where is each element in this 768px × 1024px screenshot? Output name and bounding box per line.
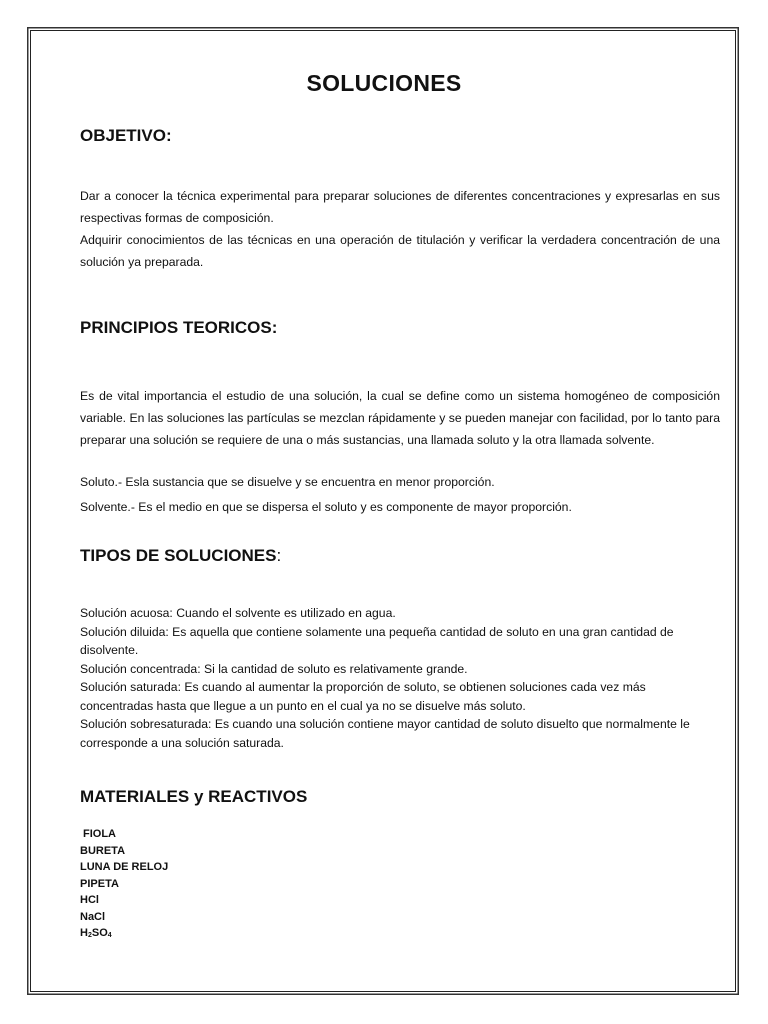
objetivo-paragraph-1: Dar a conocer la técnica experimental para preparar soluciones de diferentes concentraciones y expresarlas en sus respectivas formas de composición. [80,189,720,225]
objetivo-heading: OBJETIVO: [80,126,172,145]
material-item: PIPETA [80,877,119,890]
material-item-h2so4 [80,925,168,945]
tipo-diluida: Solución diluida: Es aquella que contiene solamente una pequeña cantidad de soluto en una gran cantidad de disolvente. [80,624,674,657]
tipo-acuosa: Solución acuosa: Cuando el solvente es utilizado en agua. [80,606,396,620]
formula-sub-4: 4 [107,932,112,939]
formula-h: H [80,927,88,939]
tipo-sobresaturada: Solución sobresaturada: Es cuando una solución contiene mayor cantidad de soluto disuelto que normalmente le corresponde a una solución saturada. [80,717,690,750]
soluto-definition: Soluto.- Esla sustancia que se disuelve y se encuentra en menor proporción. [80,475,495,489]
material-item: HCl [80,894,99,906]
formula-sub-2: 2 [87,932,92,939]
material-item: FIOLA [83,828,116,840]
material-item: NaCl [80,910,106,923]
tipos-list [80,604,720,752]
principios-paragraph: Es de vital importancia el estudio de una solución, la cual se define como un sistema homogéneo de composición variable. En las soluciones las partículas se mezclan rápidamente y se pueden manejar con facilidad, por lo tanto para preparar una solución se requiere de una o más sustancias, una llamada soluto y la otra llamada solvente. [80,389,720,447]
objetivo-section [80,185,720,273]
objetivo-paragraph-2: Adquirir conocimientos de las técnicas en una operación de titulación y verificar la verdadera concentración de una solución ya preparada. [80,233,720,269]
tipos-heading-colon: : [276,546,282,565]
principios-heading: PRINCIPIOS TEORICOS: [80,318,278,337]
document-title: SOLUCIONES [306,70,462,96]
tipo-concentrada: Solución concentrada: Si la cantidad de soluto es relativamente grande. [80,661,468,676]
material-item: LUNA DE RELOJ [80,861,169,873]
materiales-heading: MATERIALES y REACTIVOS [80,787,308,806]
solvente-definition: Solvente.- Es el medio en que se dispersa el soluto y es componente de mayor proporción. [80,500,572,514]
tipo-saturada: Solución saturada: Es cuando al aumentar la proporción de soluto, se obtienen soluciones cada vez más concentradas hasta que llegue a un punto en el cual ya no se disuelve más soluto. [80,680,646,713]
formula-so: SO [91,927,108,939]
tipos-heading [80,546,281,566]
tipos-heading-text: TIPOS DE SOLUCIONES [80,546,277,565]
material-item: BURETA [80,844,126,857]
materiales-list [80,826,168,945]
